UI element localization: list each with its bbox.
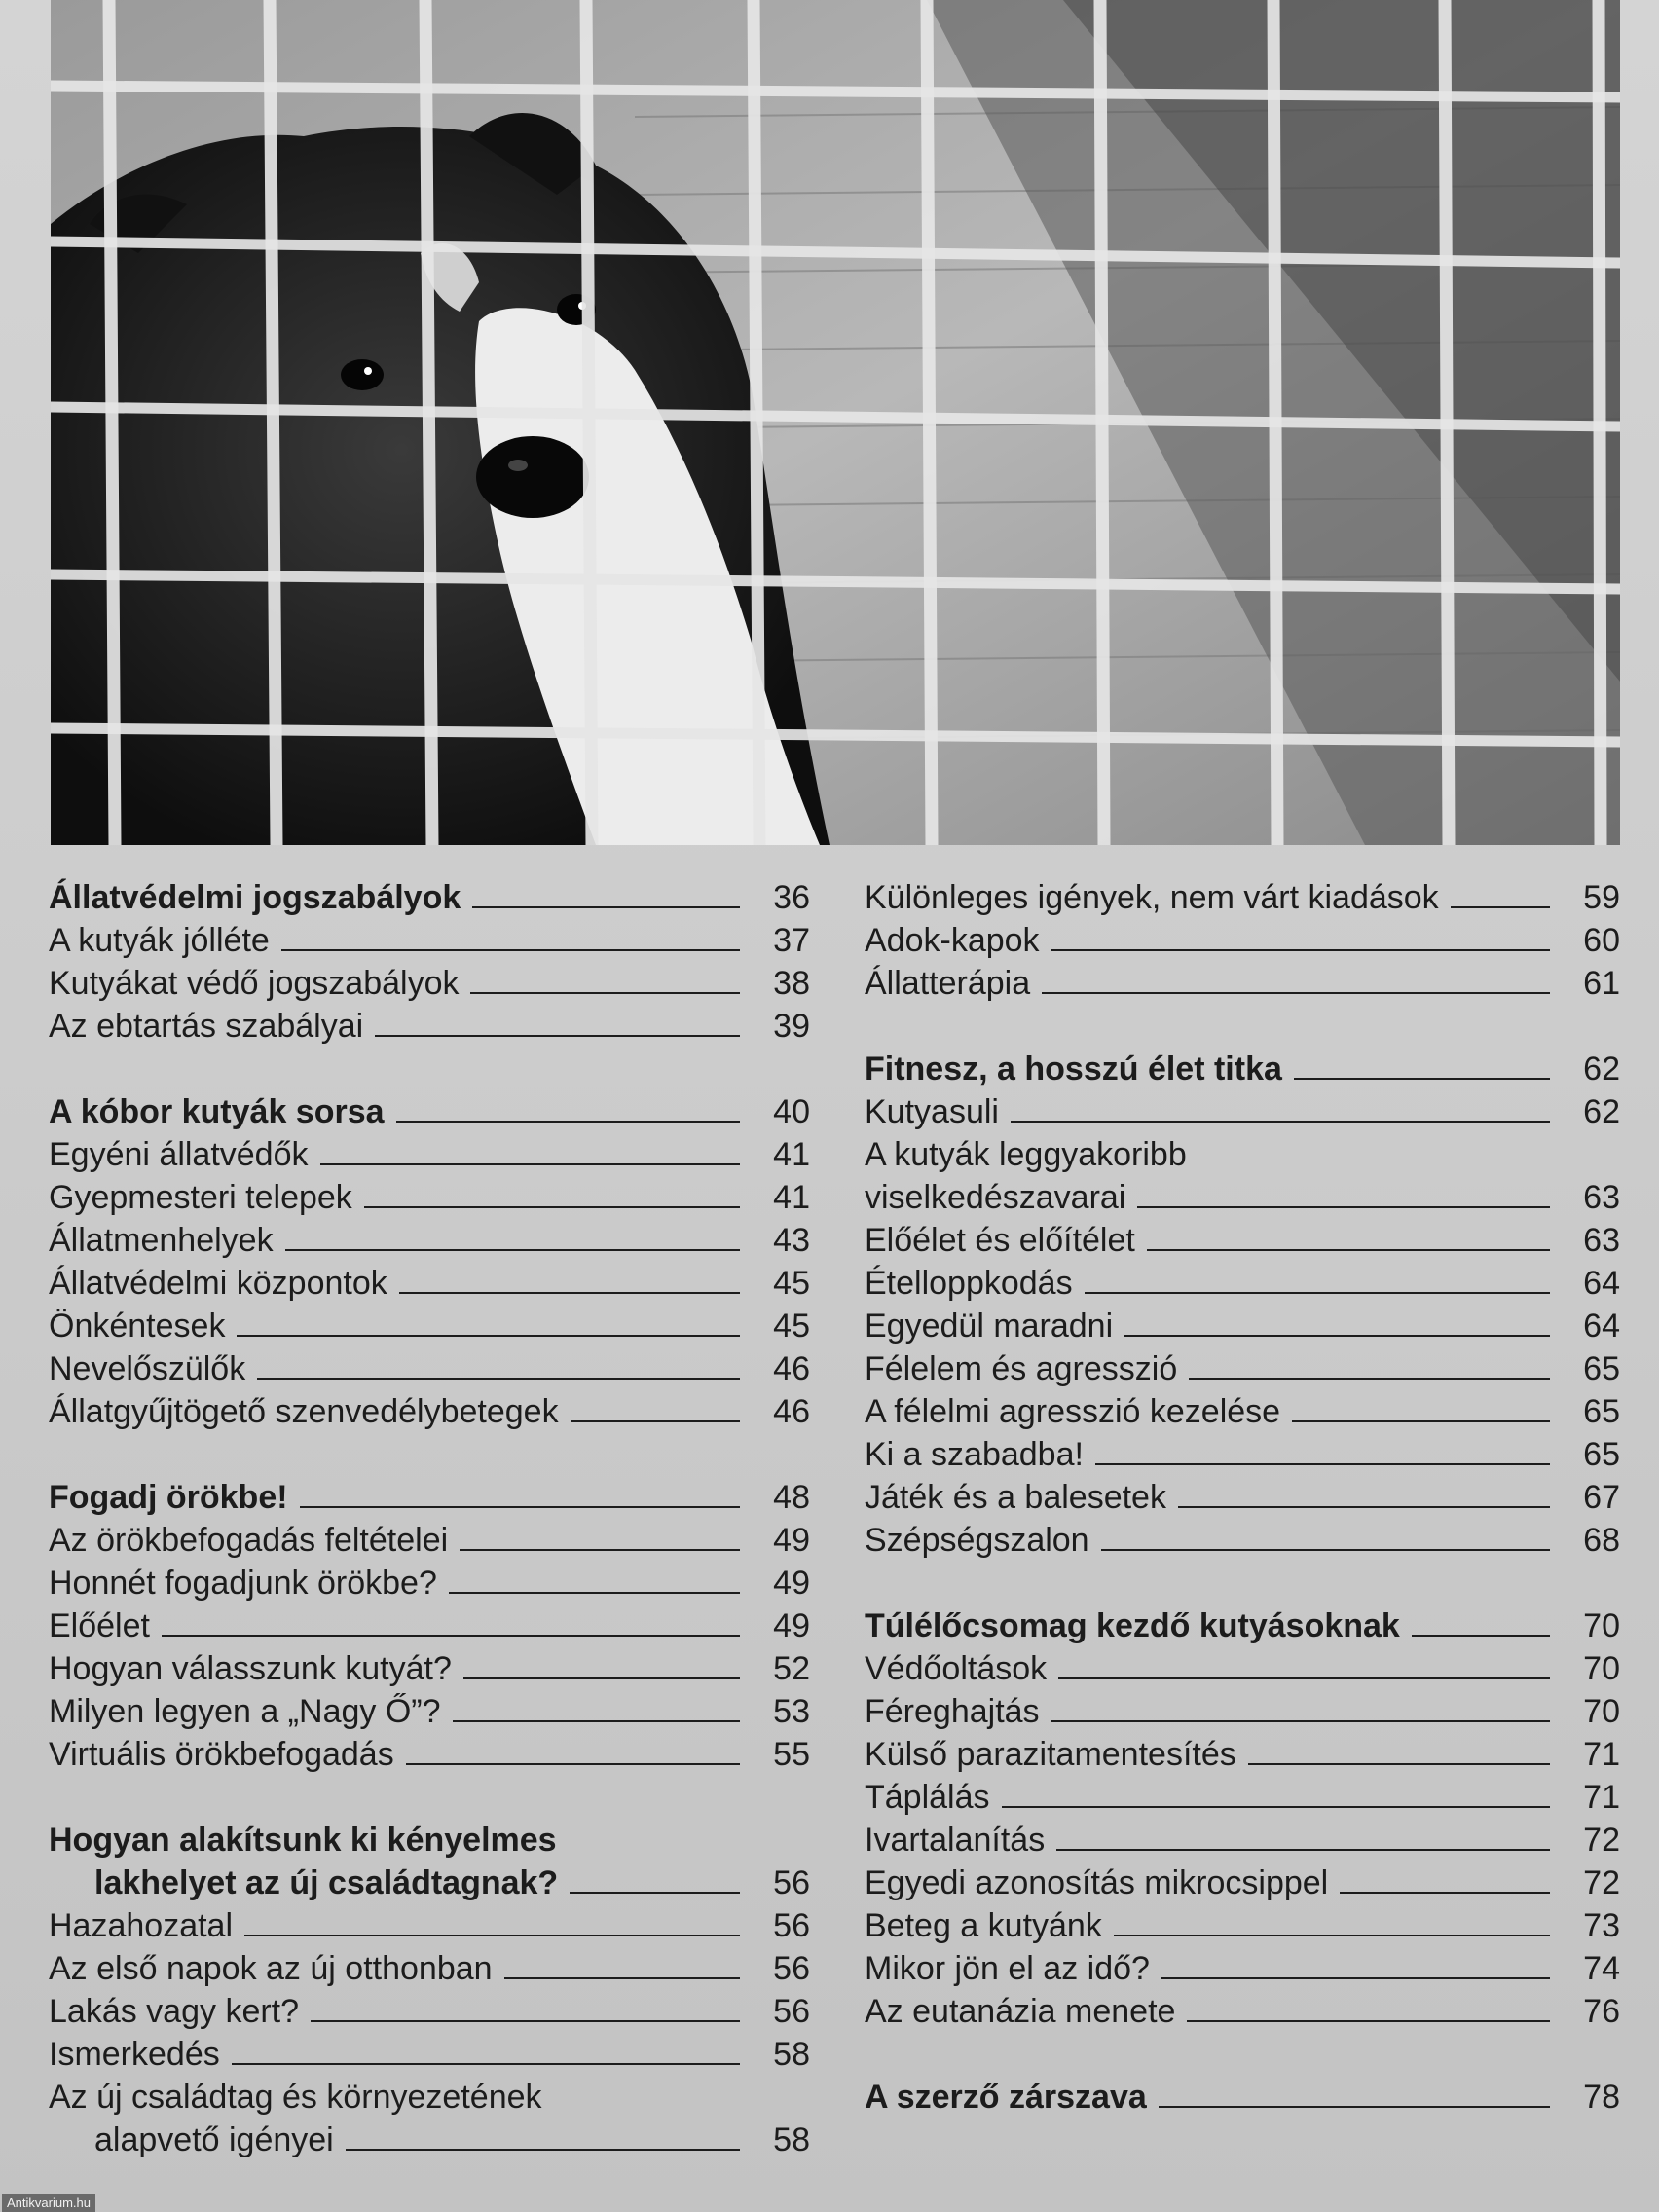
toc-page-number: 46 — [773, 1393, 810, 1430]
toc-entry — [49, 2033, 810, 2076]
toc-page-number: 56 — [773, 1864, 810, 1901]
toc-entry — [49, 1947, 810, 1990]
section-gap — [865, 1005, 1620, 1048]
toc-entry — [49, 1262, 810, 1305]
toc-entry-title: Ismerkedés — [49, 2036, 220, 2073]
section-gap — [865, 2033, 1620, 2076]
toc-entry — [865, 1433, 1620, 1476]
toc-entry-title: Az ebtartás szabályai — [49, 1008, 364, 1045]
toc-leader-line — [504, 1977, 740, 1979]
toc-leader-line — [285, 1249, 740, 1251]
toc-page-number: 52 — [773, 1650, 810, 1687]
toc-left-column — [49, 876, 810, 2161]
toc-entry-title: Túlélőcsomag kezdő kutyásoknak — [865, 1607, 1400, 1644]
toc-entry-title: Adok-kapok — [865, 922, 1040, 959]
toc-leader-line — [453, 1720, 740, 1722]
toc-entry-title: Állatgyűjtögető szenvedélybetegek — [49, 1393, 559, 1430]
toc-entry — [865, 1219, 1620, 1262]
credit-watermark: Antikvarium.hu — [2, 2194, 95, 2212]
toc-entry-title: Beteg a kutyánk — [865, 1907, 1102, 1944]
toc-entry — [49, 1904, 810, 1947]
toc-entry-title: Hogyan alakítsunk ki kényelmes — [49, 1822, 557, 1859]
toc-entry-title: A szerző zárszava — [865, 2079, 1147, 2116]
toc-leader-line — [1137, 1206, 1550, 1208]
toc-leader-line — [1161, 1977, 1550, 1979]
toc-entry — [49, 1519, 810, 1562]
toc-entry-title: Milyen legyen a „Nagy Ő”? — [49, 1693, 441, 1730]
toc-section-heading — [49, 1090, 810, 1133]
toc-leader-line — [1051, 949, 1550, 951]
toc-leader-line — [1178, 1506, 1550, 1508]
toc-leader-line — [406, 1763, 740, 1765]
toc-entry-title: Kutyasuli — [865, 1093, 999, 1130]
toc-leader-line — [311, 2020, 740, 2022]
toc-leader-line — [399, 1292, 740, 1294]
toc-page-number: 41 — [773, 1136, 810, 1173]
toc-entry — [865, 1133, 1620, 1176]
toc-leader-line — [1042, 992, 1550, 994]
toc-page-number: 36 — [773, 879, 810, 916]
toc-page-number: 49 — [773, 1522, 810, 1559]
toc-entry — [49, 1647, 810, 1690]
toc-page-number: 72 — [1583, 1864, 1620, 1901]
toc-leader-line — [244, 1935, 740, 1936]
toc-entry-title: Ki a szabadba! — [865, 1436, 1084, 1473]
toc-leader-line — [1159, 2106, 1550, 2108]
toc-entry — [865, 1776, 1620, 1819]
toc-entry-title: A kutyák jólléte — [49, 922, 270, 959]
toc-entry — [49, 1176, 810, 1219]
toc-entry-title: Önkéntesek — [49, 1308, 226, 1345]
toc-entry-title: Hazahozatal — [49, 1907, 234, 1944]
toc-entry-title: Ételloppkodás — [865, 1265, 1073, 1302]
toc-entry — [865, 1990, 1620, 2033]
toc-section-heading — [865, 1048, 1620, 1090]
toc-entry — [865, 1347, 1620, 1390]
toc-leader-line — [449, 1592, 740, 1594]
toc-leader-line — [1101, 1549, 1550, 1551]
toc-entry — [865, 876, 1620, 919]
toc-entry — [49, 1733, 810, 1776]
toc-entry-title: A félelmi agresszió kezelése — [865, 1393, 1281, 1430]
toc-entry-title: Fogadj örökbe! — [49, 1479, 288, 1516]
toc-page-number: 48 — [773, 1479, 810, 1516]
toc-page-number: 78 — [1583, 2079, 1620, 2116]
toc-page-number: 55 — [773, 1736, 810, 1773]
toc-page-number: 68 — [1583, 1522, 1620, 1559]
toc-entry-title: Hogyan válasszunk kutyát? — [49, 1650, 452, 1687]
toc-page-number: 73 — [1583, 1907, 1620, 1944]
toc-leader-line — [320, 1163, 740, 1165]
toc-entry — [865, 1733, 1620, 1776]
toc-page-number: 39 — [773, 1008, 810, 1045]
toc-entry-title: viselkedészavarai — [865, 1179, 1126, 1216]
toc-page-number: 46 — [773, 1350, 810, 1387]
toc-entry — [865, 1476, 1620, 1519]
toc-page-number: 56 — [773, 1993, 810, 2030]
toc-entry-title: Félelem és agresszió — [865, 1350, 1178, 1387]
toc-entry-title: Különleges igények, nem várt kiadások — [865, 879, 1439, 916]
toc-page-number: 61 — [1583, 965, 1620, 1002]
toc-entry — [865, 919, 1620, 962]
toc-entry-title: A kutyák leggyakoribb — [865, 1136, 1187, 1173]
toc-leader-line — [1058, 1677, 1550, 1679]
toc-page-number: 65 — [1583, 1350, 1620, 1387]
toc-page-number: 62 — [1583, 1093, 1620, 1130]
toc-entry — [49, 2119, 810, 2161]
dog-cage-photo — [51, 0, 1620, 845]
toc-page-number: 65 — [1583, 1436, 1620, 1473]
toc-leader-line — [472, 906, 740, 908]
toc-page-number: 70 — [1583, 1650, 1620, 1687]
toc-entry-title: Előélet és előítélet — [865, 1222, 1135, 1259]
toc-page-number: 65 — [1583, 1393, 1620, 1430]
toc-entry — [865, 1262, 1620, 1305]
toc-leader-line — [1002, 1806, 1550, 1808]
toc-page-number: 64 — [1583, 1308, 1620, 1345]
toc-entry — [49, 1690, 810, 1733]
toc-entry — [865, 1819, 1620, 1862]
toc-entry-title: Egyedi azonosítás mikrocsippel — [865, 1864, 1329, 1901]
toc-leader-line — [1292, 1420, 1550, 1422]
toc-entry-title: Előélet — [49, 1607, 150, 1644]
toc-entry — [49, 1562, 810, 1604]
toc-page-number: 58 — [773, 2121, 810, 2158]
toc-leader-line — [1412, 1635, 1550, 1637]
toc-leader-line — [232, 2063, 740, 2065]
toc-leader-line — [1124, 1335, 1550, 1337]
toc-entry — [49, 1305, 810, 1347]
toc-entry-title: Védőoltások — [865, 1650, 1048, 1687]
toc-page-number: 64 — [1583, 1265, 1620, 1302]
toc-page-number: 56 — [773, 1907, 810, 1944]
toc-leader-line — [300, 1506, 740, 1508]
toc-entry-title: A kóbor kutyák sorsa — [49, 1093, 385, 1130]
toc-entry-title: alapvető igényei — [94, 2121, 334, 2158]
toc-leader-line — [1187, 2020, 1550, 2022]
toc-page-number: 62 — [1583, 1051, 1620, 1088]
toc-page-number: 40 — [773, 1093, 810, 1130]
toc-leader-line — [237, 1335, 740, 1337]
toc-page-number: 71 — [1583, 1736, 1620, 1773]
toc-leader-line — [1051, 1720, 1550, 1722]
toc-leader-line — [375, 1035, 740, 1037]
toc-entry — [865, 1690, 1620, 1733]
toc-page-number: 49 — [773, 1565, 810, 1602]
toc-leader-line — [1340, 1892, 1550, 1894]
toc-leader-line — [162, 1635, 740, 1637]
toc-entry-title: Játék és a balesetek — [865, 1479, 1166, 1516]
toc-entry-title: Külső parazitamentesítés — [865, 1736, 1236, 1773]
toc-page-number: 72 — [1583, 1822, 1620, 1859]
toc-leader-line — [364, 1206, 740, 1208]
toc-leader-line — [396, 1121, 740, 1123]
toc-page-number: 37 — [773, 922, 810, 959]
toc-page-number: 53 — [773, 1693, 810, 1730]
toc-leader-line — [1114, 1935, 1550, 1936]
toc-entry-title: Gyepmesteri telepek — [49, 1179, 352, 1216]
toc-entry — [49, 1005, 810, 1048]
toc-entry — [865, 1305, 1620, 1347]
toc-entry — [865, 1647, 1620, 1690]
section-gap — [49, 1776, 810, 1819]
toc-page-number: 60 — [1583, 922, 1620, 959]
toc-entry-title: Állatmenhelyek — [49, 1222, 274, 1259]
toc-entry — [865, 1176, 1620, 1219]
toc-entry — [49, 1219, 810, 1262]
toc-leader-line — [1147, 1249, 1550, 1251]
toc-entry — [865, 1947, 1620, 1990]
section-gap — [49, 1433, 810, 1476]
toc-entry-title: Állatvédelmi központok — [49, 1265, 387, 1302]
toc-entry — [49, 1390, 810, 1433]
toc-section-heading — [49, 1476, 810, 1519]
toc-leader-line — [463, 1677, 740, 1679]
toc-page-number: 38 — [773, 965, 810, 1002]
toc-leader-line — [1189, 1378, 1550, 1380]
toc-leader-line — [1248, 1763, 1550, 1765]
toc-leader-line — [1085, 1292, 1550, 1294]
toc-entry-title: Állatterápia — [865, 965, 1031, 1002]
toc-leader-line — [1011, 1121, 1550, 1123]
toc-entry-title: Az új családtag és környezetének — [49, 2079, 542, 2116]
toc-page-number: 63 — [1583, 1179, 1620, 1216]
toc-leader-line — [460, 1549, 740, 1551]
toc-leader-line — [281, 949, 740, 951]
toc-leader-line — [1451, 906, 1550, 908]
toc-leader-line — [571, 1420, 740, 1422]
toc-entry-title: Az első napok az új otthonban — [49, 1950, 493, 1987]
toc-section-heading — [49, 1862, 810, 1904]
section-gap — [865, 1562, 1620, 1604]
toc-entry-title: Szépségszalon — [865, 1522, 1089, 1559]
toc-entry-title: Ivartalanítás — [865, 1822, 1046, 1859]
toc-entry — [865, 1519, 1620, 1562]
toc-entry — [865, 1390, 1620, 1433]
toc-page-number: 74 — [1583, 1950, 1620, 1987]
toc-page-number: 70 — [1583, 1607, 1620, 1644]
toc-leader-line — [1294, 1078, 1550, 1080]
toc-entry-title: Lakás vagy kert? — [49, 1993, 300, 2030]
toc-entry — [49, 2076, 810, 2119]
toc-leader-line — [1056, 1849, 1550, 1851]
toc-page-number: 41 — [773, 1179, 810, 1216]
toc-entry — [49, 1990, 810, 2033]
toc-entry — [865, 1090, 1620, 1133]
toc-entry — [49, 1133, 810, 1176]
toc-entry-title: Táplálás — [865, 1779, 990, 1816]
toc-entry-title: Honnét fogadjunk örökbe? — [49, 1565, 437, 1602]
toc-entry — [49, 962, 810, 1005]
toc-leader-line — [570, 1892, 740, 1894]
toc-page-number: 71 — [1583, 1779, 1620, 1816]
toc-entry-title: Állatvédelmi jogszabályok — [49, 879, 461, 916]
toc-leader-line — [470, 992, 740, 994]
toc-page-number: 70 — [1583, 1693, 1620, 1730]
toc-entry — [49, 919, 810, 962]
toc-page-number: 45 — [773, 1265, 810, 1302]
toc-leader-line — [346, 2149, 740, 2151]
toc-page-number: 67 — [1583, 1479, 1620, 1516]
toc-section-heading — [865, 1604, 1620, 1647]
toc-entry — [865, 1904, 1620, 1947]
toc-entry — [49, 1604, 810, 1647]
toc-entry-title: Kutyákat védő jogszabályok — [49, 965, 460, 1002]
toc-entry — [49, 1347, 810, 1390]
toc-entry — [865, 1862, 1620, 1904]
toc-page-number: 56 — [773, 1950, 810, 1987]
toc-entry-title: Az eutanázia menete — [865, 1993, 1176, 2030]
toc-leader-line — [1095, 1463, 1550, 1465]
toc-section-heading — [865, 2076, 1620, 2119]
toc-entry-title: lakhelyet az új családtagnak? — [94, 1864, 559, 1901]
toc-page-number: 59 — [1583, 879, 1620, 916]
toc-section-heading — [49, 1819, 810, 1862]
toc-page-number: 45 — [773, 1308, 810, 1345]
toc-entry-title: Féreghajtás — [865, 1693, 1040, 1730]
toc-entry-title: Fitnesz, a hosszú élet titka — [865, 1051, 1282, 1088]
toc-page-number: 63 — [1583, 1222, 1620, 1259]
toc-leader-line — [257, 1378, 740, 1380]
toc-entry-title: Az örökbefogadás feltételei — [49, 1522, 449, 1559]
toc-entry-title: Egyéni állatvédők — [49, 1136, 309, 1173]
toc-entry-title: Virtuális örökbefogadás — [49, 1736, 394, 1773]
section-gap — [49, 1048, 810, 1090]
toc-page-number: 58 — [773, 2036, 810, 2073]
toc-entry — [865, 962, 1620, 1005]
toc-entry-title: Egyedül maradni — [865, 1308, 1114, 1345]
toc-page-number: 43 — [773, 1222, 810, 1259]
toc-right-column — [865, 876, 1620, 2119]
toc-page-number: 49 — [773, 1607, 810, 1644]
toc-entry-title: Nevelőszülők — [49, 1350, 246, 1387]
toc-section-heading — [49, 876, 810, 919]
toc-page-number: 76 — [1583, 1993, 1620, 2030]
toc-entry-title: Mikor jön el az idő? — [865, 1950, 1150, 1987]
